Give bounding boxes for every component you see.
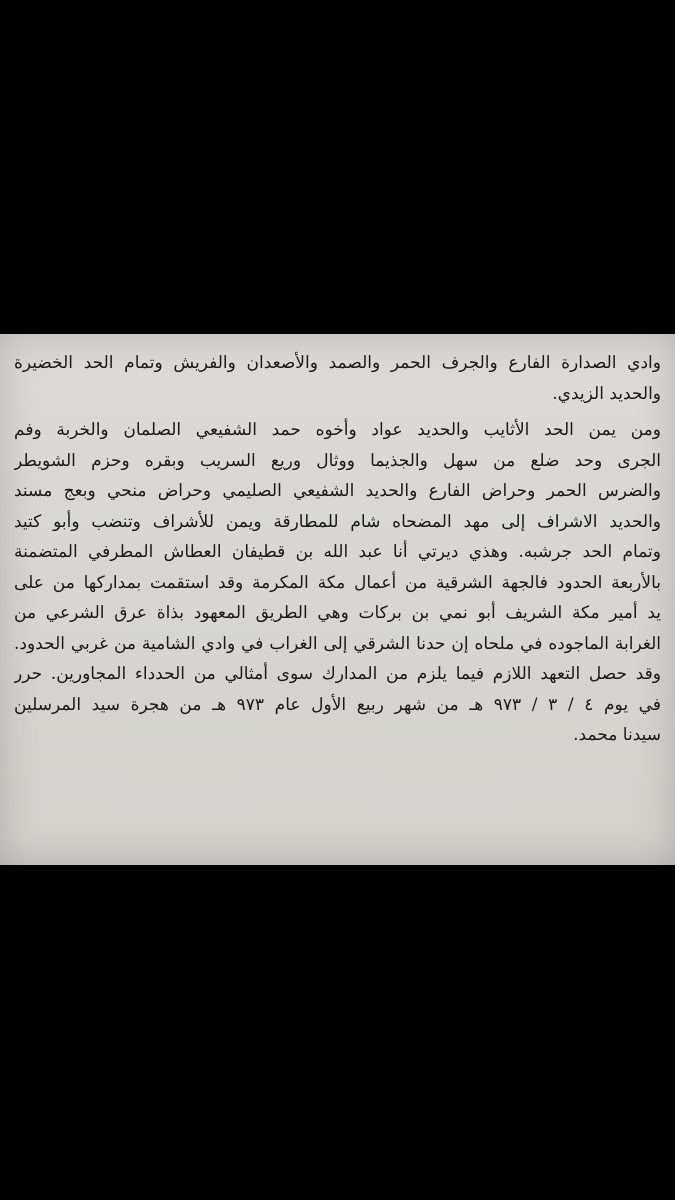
text-line: يد أمير مكة الشريف أبو نمي بن بركات وهي الطريق المعهود بذاة عرق الشرعي من [14,603,661,623]
document-text [14,348,661,751]
text-line: الغرابة الماجوده في ملحاه إن حدنا الشرقي إلى الغراب في وادي الشامية من غربي الحدود. [14,633,661,654]
text-line: وتمام الحد جرشبه. وهذي ديرتي أنا عبد الله بن قطيفان العطاش المطرفي المتضمنة [14,542,661,562]
text-line: والحديد الزيدي. [552,383,661,404]
text-line: والحديد الاشراف إلى مهد المضحاه شام للمطارقة ويمن للأشراف وتنضب وأبو كتيد [14,511,661,532]
text-line: الجرى وحد ضلع من سهل والجذيما ووثال وريع السريب وبقره وحزم الشويطر [14,450,661,471]
text-line: في يوم ٤ / ٣ / ٩٧٣ هـ من شهر ربيع الأول عام ٩٧٣ هـ من هجرة سيد المرسلين [14,694,661,715]
text-line: سيدنا محمد. [573,725,661,745]
document-page [0,334,675,865]
text-line: وقد حصل التعهد اللازم فيما يلزم من المدارك سوى أمثالي من الحدداء المجاورين. حرر [14,664,661,684]
text-line: والضرس الحمر وحراض الفارع والحديد الشفيعي الصليمي وحراض منحي وبعج مسند [14,481,661,501]
text-line: ومن يمن الحد الأثايب والحديد عواد وأخوه حمد الشفيعي الصلمان والخربة وفم [14,420,661,440]
text-line: وادي الصدارة الفارع والجرف الحمر والصمد والأصعدان والفريش وتمام الحد الخضيرة [14,353,661,373]
text-line: بالأربعة الحدود فالجهة الشرقية من أعمال مكة المكرمة وقد استقمت بمداركها من على [14,572,661,593]
